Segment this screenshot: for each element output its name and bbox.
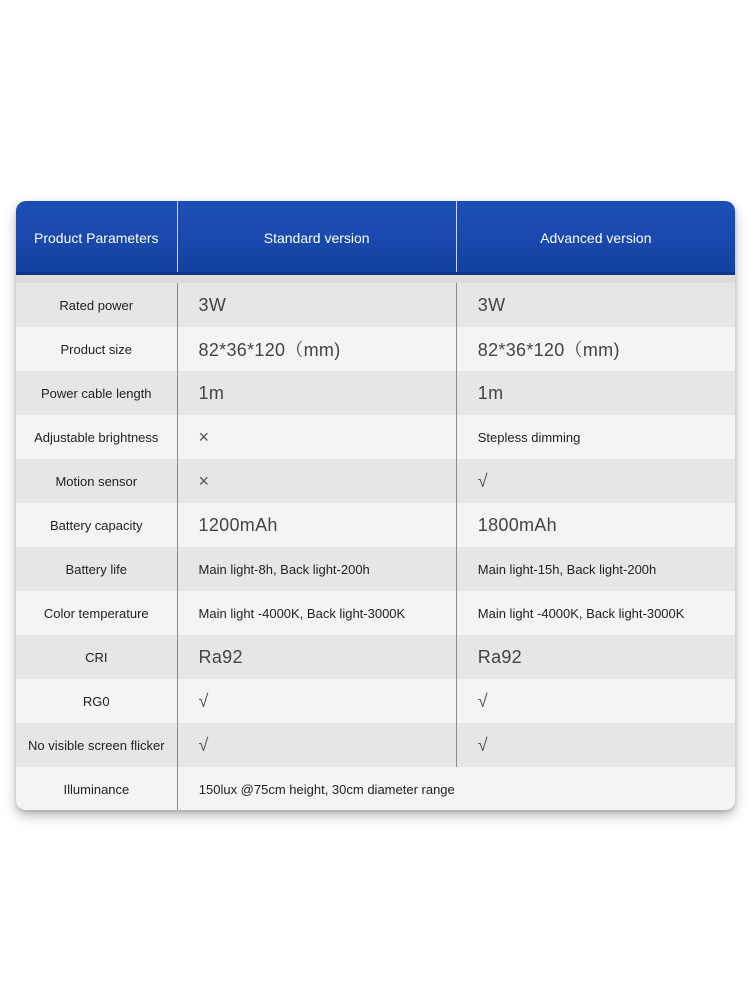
param-label: Product size — [60, 341, 133, 357]
param-label: Color temperature — [43, 605, 149, 621]
standard-value: 1m — [198, 382, 225, 403]
param-label: Battery capacity — [50, 517, 143, 533]
param-label: Rated power — [59, 297, 134, 313]
standard-value: Main light -4000K, Back light-3000K — [198, 605, 406, 621]
advanced-value: 1m — [477, 382, 504, 403]
comparison-table — [16, 201, 735, 810]
cross-mark-icon: × — [198, 470, 210, 491]
table-row — [16, 503, 735, 547]
advanced-value: 82*36*120（mm) — [477, 340, 620, 360]
table-row — [16, 415, 735, 459]
header-advanced-version: Advanced version — [540, 230, 652, 246]
param-label: Battery life — [65, 561, 127, 577]
cross-mark-icon: × — [198, 426, 210, 447]
table-row — [16, 371, 735, 415]
param-label: Power cable length — [40, 385, 152, 401]
standard-value: Ra92 — [198, 646, 243, 667]
illuminance-value: 150lux @75cm height, 30cm diameter range — [198, 781, 455, 797]
table-row — [16, 327, 735, 371]
table-row — [16, 635, 735, 679]
header-underline-strip — [16, 275, 735, 283]
param-label: No visible screen flicker — [27, 737, 165, 753]
param-label: Motion sensor — [55, 473, 138, 489]
table-body — [16, 283, 735, 810]
standard-value: Main light-8h, Back light-200h — [198, 561, 370, 577]
param-label: RG0 — [82, 693, 110, 709]
advanced-value: Ra92 — [477, 646, 522, 667]
standard-value: 1200mAh — [198, 514, 278, 535]
check-mark-icon: √ — [477, 690, 488, 711]
table-row — [16, 283, 735, 327]
advanced-value: Stepless dimming — [477, 429, 581, 445]
check-mark-icon: √ — [477, 470, 488, 491]
param-label: Adjustable brightness — [34, 429, 159, 445]
param-label: CRI — [85, 649, 108, 665]
table-header — [16, 201, 735, 275]
advanced-value: 3W — [477, 294, 506, 315]
table-row — [16, 547, 735, 591]
advanced-value: Main light-15h, Back light-200h — [477, 561, 657, 577]
check-mark-icon: √ — [198, 734, 209, 755]
advanced-value: 1800mAh — [477, 514, 557, 535]
check-mark-icon: √ — [198, 690, 209, 711]
check-mark-icon: √ — [477, 734, 488, 755]
table-row — [16, 459, 735, 503]
table-row — [16, 591, 735, 635]
table-row — [16, 679, 735, 723]
table-row — [16, 723, 735, 767]
standard-value: 3W — [198, 294, 227, 315]
param-label: Illuminance — [63, 781, 130, 797]
advanced-value: Main light -4000K, Back light-3000K — [477, 605, 685, 621]
header-product-parameters: Product Parameters — [34, 230, 159, 246]
header-standard-version: Standard version — [263, 230, 370, 246]
table-row — [16, 767, 735, 810]
standard-value: 82*36*120（mm) — [198, 340, 341, 360]
